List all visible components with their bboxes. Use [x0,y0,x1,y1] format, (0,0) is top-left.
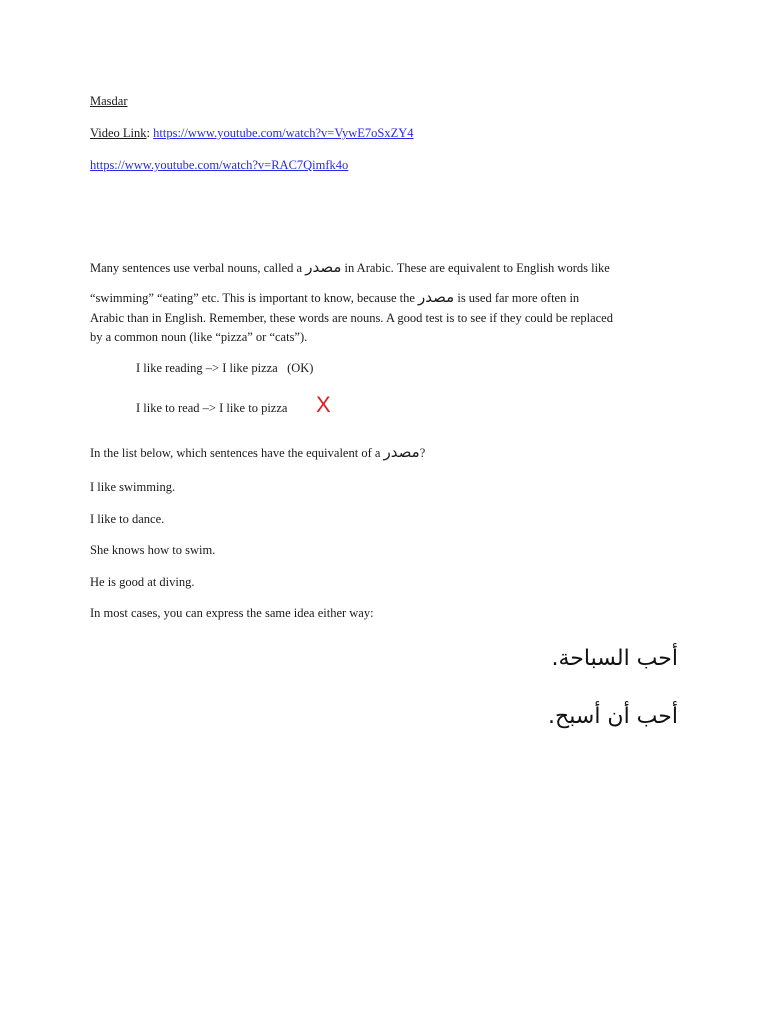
arabic-masdar-word: مصدر [383,443,420,461]
video-link-line-2 [90,157,348,173]
arabic-sentence-1: أحب السباحة. [551,646,678,671]
list-item: I like to dance. [90,512,165,526]
closing-line: In most cases, you can express the same idea either way: [90,606,374,620]
arabic-masdar-word: مصدر [305,258,342,276]
list-item: I like swimming. [90,480,176,494]
paragraph-text: is used far more often in [454,291,580,305]
video-link-1[interactable]: https://www.youtube.com/watch?v=VywE7oSxZY4 [153,126,414,140]
example-bad: I like to read –> I like to pizza [136,401,288,415]
question-line [90,444,425,461]
arabic-sentence-2: أحب أن أسبح. [548,704,678,729]
page-title: Masdar [90,94,128,108]
question-text: In the list below, which sentences have the equivalent of a [90,446,384,460]
paragraph-text: Many sentences use verbal nouns, called a [90,261,306,275]
paragraph-text: “swimming” “eating” etc. This is important to know, because the [90,291,419,305]
paragraph-line-2 [90,289,579,306]
arabic-masdar-word: مصدر [418,288,455,306]
video-link-separator: : [146,126,154,140]
list-item: She knows how to swim. [90,543,216,557]
video-link-label: Video Link [90,126,147,140]
example-ok: I like reading –> I like pizza (OK) [136,361,314,375]
paragraph-text: in Arabic. These are equivalent to English words like [341,261,610,275]
video-link-2[interactable]: https://www.youtube.com/watch?v=RAC7Qimfk4o [90,158,349,172]
paragraph-line-4: by a common noun (like “pizza” or “cats”). [90,330,308,344]
list-item: He is good at diving. [90,575,195,589]
paragraph-line-1 [90,259,610,276]
video-link-line [90,125,414,141]
question-text: ? [419,446,426,460]
red-x-mark: X [316,392,331,417]
paragraph-line-3: Arabic than in English. Remember, these words are nouns. A good test is to see if they could be replaced [90,311,613,325]
